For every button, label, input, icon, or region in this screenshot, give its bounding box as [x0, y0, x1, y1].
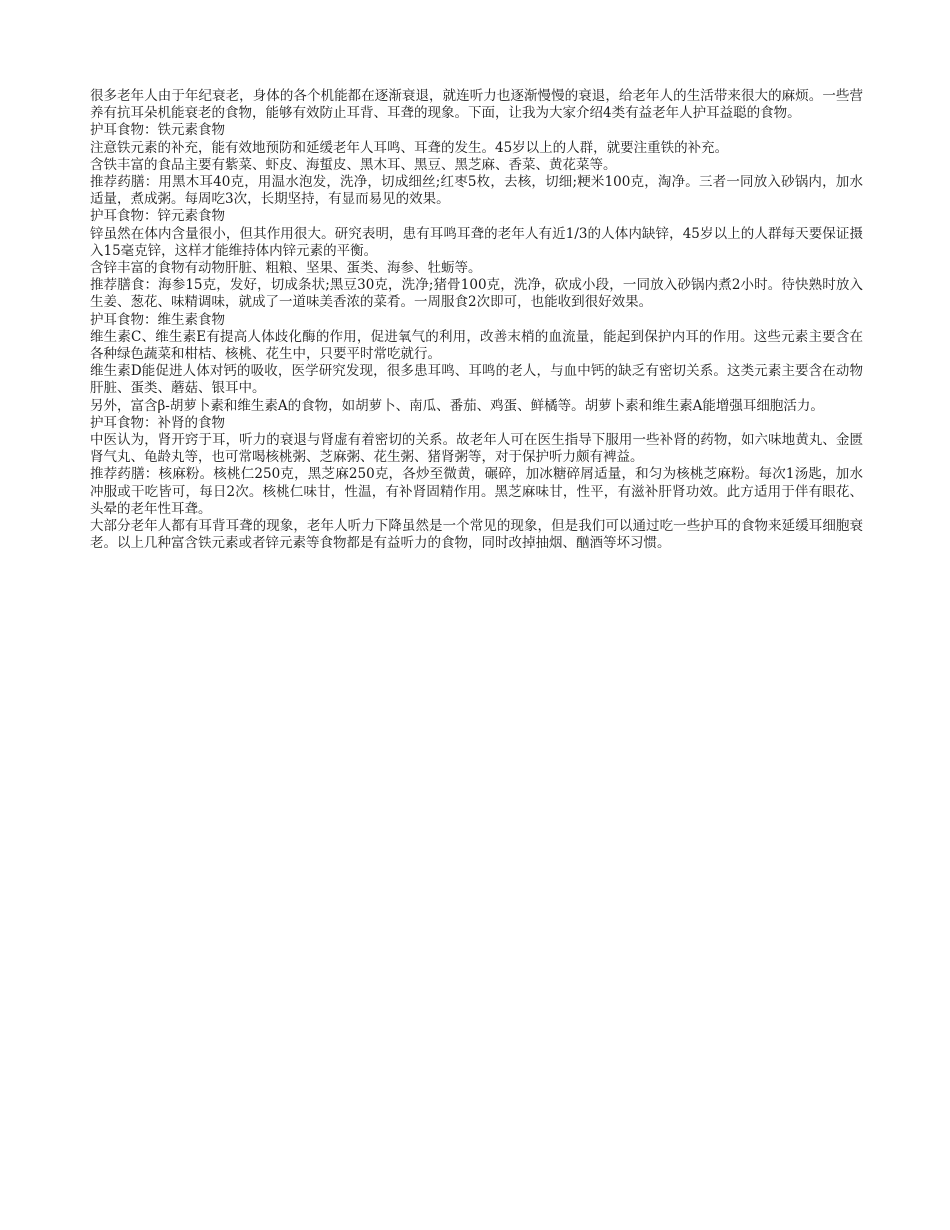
vitamin-paragraph-2: 维生素D能促进人体对钙的吸收，医学研究发现，很多患耳鸣、耳鸣的老人，与血中钙的缺乏有密切关系。这类元素主要含在动物肝脏、蛋类、蘑菇、银耳中。	[90, 363, 863, 397]
conclusion-paragraph: 大部分老年人都有耳背耳聋的现象，老年人听力下降虽然是一个常见的现象，但是我们可以通过吃一些护耳的食物来延缓耳细胞衰老。以上几种富含铁元素或者锌元素等食物都是有益听力的食物，同时改掉抽烟、酗酒等坏习惯。	[90, 518, 863, 552]
kidney-recipe-paragraph: 推荐药膳：核麻粉。核桃仁250克，黑芝麻250克，各炒至微黄，碾碎，加冰糖碎屑适量，和匀为核桃芝麻粉。每次1汤匙，加水冲服或干吃皆可，每日2次。核桃仁味甘，性温，有补肾固精作用。黑芝麻味甘，性平，有滋补肝肾功效。此方适用于伴有眼花、头晕的老年性耳聋。	[90, 466, 863, 517]
iron-recipe-paragraph: 推荐药膳：用黑木耳40克，用温水泡发，洗净，切成细丝;红枣5枚，去核，切细;粳米100克，淘净。三者一同放入砂锅内，加水适量，煮成粥。每周吃3次，长期坚持，有显而易见的效果。	[90, 174, 863, 208]
intro-paragraph: 很多老年人由于年纪衰老，身体的各个机能都在逐渐衰退，就连听力也逐渐慢慢的衰退，给老年人的生活带来很大的麻烦。一些营养有抗耳朵机能衰老的食物，能够有效防止耳背、耳聋的现象。下面，让我为大家介绍4类有益老年人护耳益聪的食物。	[90, 88, 863, 122]
vitamin-paragraph-3: 另外，富含β-胡萝卜素和维生素A的食物，如胡萝卜、南瓜、番茄、鸡蛋、鲜橘等。胡萝卜素和维生素A能增强耳细胞活力。	[90, 397, 824, 414]
section-heading-kidney: 护耳食物：补肾的食物	[90, 414, 225, 431]
iron-paragraph-2: 含铁丰富的食品主要有紫菜、虾皮、海蜇皮、黑木耳、黑豆、黑芝麻、香菜、黄花菜等。	[90, 156, 617, 173]
zinc-paragraph-2: 含锌丰富的食物有动物肝脏、粗粮、坚果、蛋类、海参、牡蛎等。	[90, 260, 482, 277]
kidney-paragraph-1: 中医认为，肾开窍于耳，听力的衰退与肾虚有着密切的关系。故老年人可在医生指导下服用一些补肾的药物，如六味地黄丸、金匮肾气丸、龟龄丸等，也可常喝核桃粥、芝麻粥、花生粥、猪肾粥等，对于保护听力颇有裨益。	[90, 432, 863, 466]
document-body	[90, 88, 863, 552]
section-heading-vitamin: 护耳食物：维生素食物	[90, 311, 225, 328]
vitamin-paragraph-1: 维生素C、维生素E有提高人体歧化酶的作用，促进氧气的利用，改善末梢的血流量，能起到保护内耳的作用。这些元素主要含在各种绿色蔬菜和柑桔、核桃、花生中，只要平时常吃就行。	[90, 328, 863, 363]
section-heading-zinc: 护耳食物：锌元素食物	[90, 208, 225, 225]
zinc-paragraph-1: 锌虽然在体内含量很小，但其作用很大。研究表明，患有耳鸣耳聋的老年人有近1/3的人体内缺锌，45岁以上的人群每天要保证摄入15毫克锌，这样才能维持体内锌元素的平衡。	[90, 225, 863, 259]
iron-paragraph-1: 注意铁元素的补充，能有效地预防和延缓老年人耳鸣、耳聋的发生。45岁以上的人群，就要注重铁的补充。	[90, 139, 729, 156]
zinc-recipe-paragraph: 推荐膳食：海参15克，发好，切成条状;黑豆30克，洗净;猪骨100克，洗净，砍成小段，一同放入砂锅内煮2小时。待快熟时放入生姜、葱花、味精调味，就成了一道味美香浓的菜肴。一周服食2次即可，也能收到很好效果。	[90, 277, 863, 311]
section-heading-iron: 护耳食物：铁元素食物	[90, 122, 225, 139]
